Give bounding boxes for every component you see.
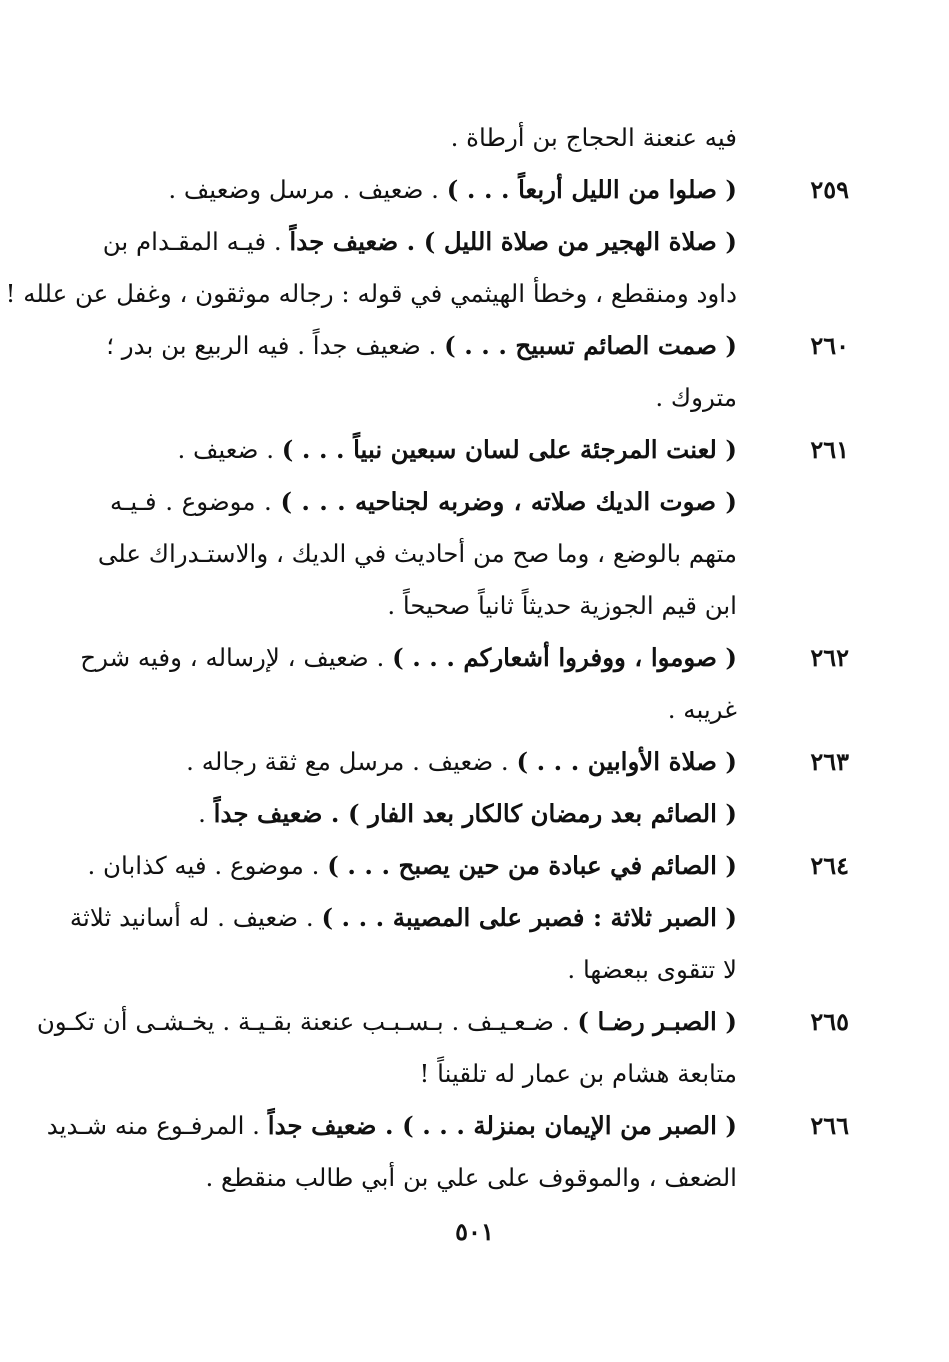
hadith-text: ( لعنت المرجئة على لسان سبعين نبياً . . . ) [281, 435, 737, 464]
line-text: . ضعيف ، لإرساله ، وفيه شرح [80, 643, 393, 672]
text-line [110, 944, 737, 996]
line-text: . ضعيف . مرسل مع ثقة رجاله . [186, 747, 517, 776]
text-line [36, 996, 737, 1048]
hadith-number: ٢٦٢ [810, 643, 849, 672]
text-line [110, 372, 737, 424]
hadith-text: ( صلاة الهجير من صلاة الليل ) . ضعيف جداً [289, 227, 737, 256]
hadith-text: ( صوت الديك صلاته ، وضربه لجناحيه . . . ) [280, 487, 737, 516]
text-line [97, 528, 737, 580]
hadith-number: ٢٦٤ [810, 851, 849, 880]
line-text: . ضعيف . له أسانيد ثلاثة [69, 903, 322, 932]
hadith-text: ( صوموا ، ووفروا أشعاركم . . . ) [392, 643, 737, 672]
text-line [110, 788, 737, 840]
line-text: ابن قيم الجوزية حديثاً ثانياً صحيحاً . [387, 591, 737, 620]
text-line [110, 164, 737, 216]
line-text: . ضعيف جداً . فيه الربيع بن بدر ؛ [106, 331, 445, 360]
text-line [110, 684, 737, 736]
text-line [110, 1152, 737, 1204]
hadith-number: ٢٦٥ [810, 1007, 849, 1036]
hadith-text: ( الصبـر رضـا ) [577, 1007, 737, 1036]
line-text: متهم بالوضع ، وما صح من أحاديث في الديك ، والاستـدراك على [97, 539, 737, 568]
hadith-number: ٢٦٣ [810, 747, 849, 776]
hadith-number: ٢٦١ [810, 435, 849, 464]
hadith-text: ( الصائم في عبادة من حين يصبح . . . ) [327, 851, 737, 880]
hadith-number: ٢٥٩ [810, 175, 849, 204]
text-line [110, 736, 737, 788]
line-text: الضعف ، والموقوف على علي بن أبي طالب منقطع . [205, 1163, 737, 1192]
line-text: داود ومنقطع ، وخطأ الهيثمي في قوله : رجاله موثقون ، وغفل عن علله ! [5, 279, 737, 308]
line-text: متابعة هشام بن عمار له تلقيناً ! [419, 1059, 737, 1088]
text-line [80, 632, 737, 684]
text-line [110, 1048, 737, 1100]
line-text: غريبه . [667, 695, 737, 724]
line-text: . فيـه المقـدام بن [102, 227, 290, 256]
text-line [5, 268, 737, 320]
hadith-text: ( الصائم بعد رمضان كالكار بعد الفار ) . ضعيف جداً [213, 799, 737, 828]
hadith-text: ( الصبر ثلاثة : فصبر على المصيبة . . . ) [321, 903, 737, 932]
text-line [106, 320, 737, 372]
text-line [102, 216, 737, 268]
line-text: فيه عنعنة الحجاج بن أرطاة . [450, 123, 737, 152]
hadith-text: ( الصبر من الإيمان بمنزلة . . . ) . ضعيف جداً [267, 1111, 737, 1140]
text-line [69, 892, 737, 944]
line-text: . موضوع . فيه كذابان . [87, 851, 328, 880]
text-line [46, 1100, 737, 1152]
line-text: . موضوع . فـيـه [110, 487, 281, 516]
hadith-number: ٢٦٦ [810, 1111, 849, 1140]
line-text: . المرفـوع منه شـديد [46, 1111, 268, 1140]
text-line [110, 476, 737, 528]
line-text: . ضـعـيـف . بـسـبـب عنعنة بقـيـة . يخـشـى أن تكـون [36, 1007, 578, 1036]
hadith-text: ( صلوا من الليل أربعاً . . . ) [446, 175, 737, 204]
line-text: لا تتقوى ببعضها . [567, 955, 737, 984]
text-line [110, 580, 737, 632]
line-text: متروك . [655, 383, 737, 412]
line-text: . [198, 799, 214, 828]
line-text: . ضعيف . [177, 435, 282, 464]
hadith-number: ٢٦٠ [810, 331, 849, 360]
text-line [110, 424, 737, 476]
text-line [110, 112, 737, 164]
line-text: . ضعيف . مرسل وضعيف . [168, 175, 447, 204]
hadith-text: ( صمت الصائم تسبيح . . . ) [444, 331, 737, 360]
page-number: ٥٠١ [455, 1217, 494, 1246]
hadith-text: ( صلاة الأوابين . . . ) [516, 747, 737, 776]
text-line [87, 840, 737, 892]
